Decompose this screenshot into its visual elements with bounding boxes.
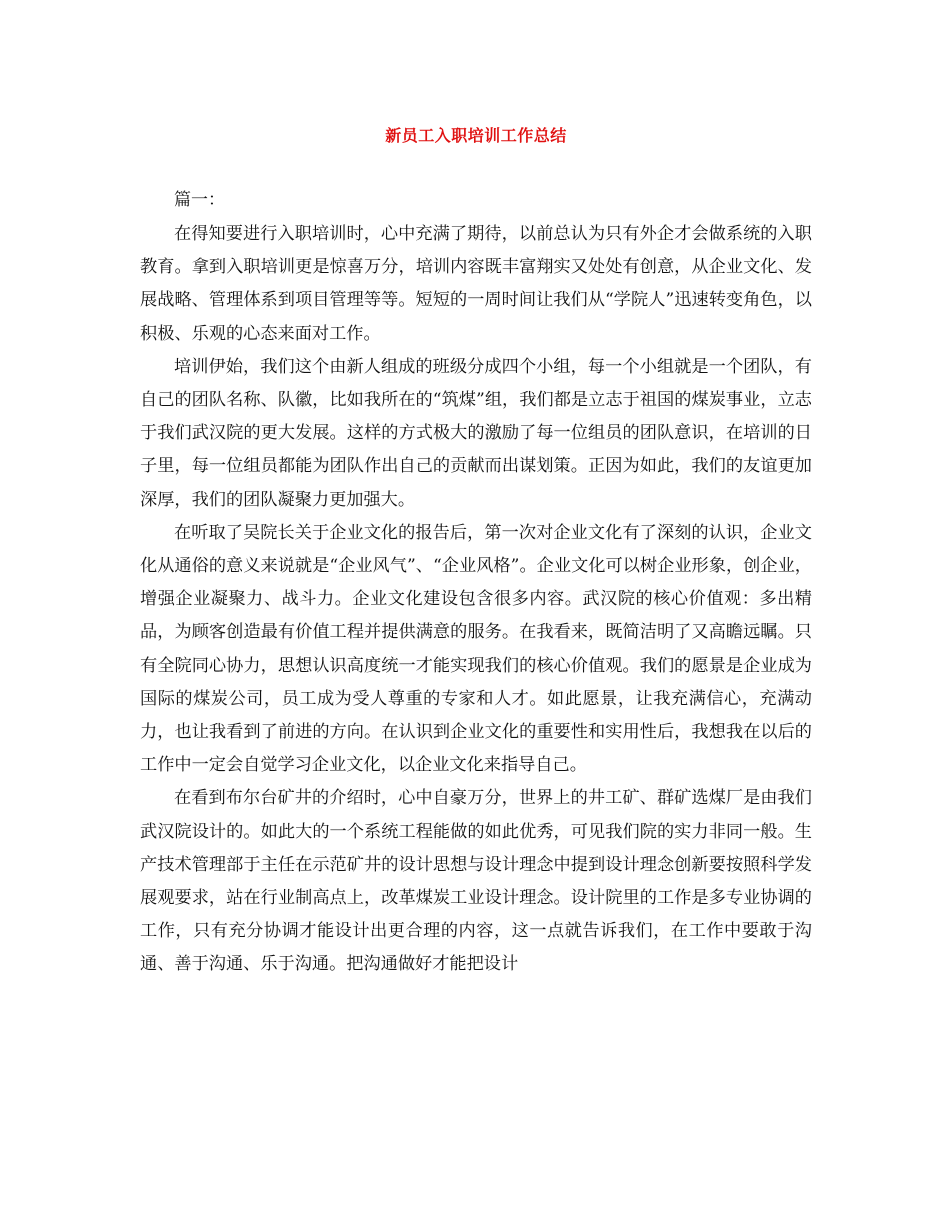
paragraph-3: 在听取了吴院长关于企业文化的报告后，第一次对企业文化有了深刻的认识，企业文化从通俗的意义来说就是“企业风气”、“企业风格”。企业文化可以树企业形象，创企业，增强企业凝聚力、战斗力。企业文化建设包含很多内容。武汉院的核心价值观：多出精品，为顾客创造最有价值工程并提供满意的服务。在我看来，既简洁明了又高瞻远瞩。只有全院同心协力，思想认识高度统一才能实现我们的核心价值观。我们的愿景是企业成为国际的煤炭公司，员工成为受人尊重的专家和人才。如此愿景，让我充满信心，充满动力，也让我看到了前进的方向。在认识到企业文化的重要性和实用性后，我想我在以后的工作中一定会自觉学习企业文化，以企业文化来指导自己。 [140, 522, 812, 776]
paragraph-4: 在看到布尔台矿井的介绍时，心中自豪万分，世界上的井工矿、群矿选煤厂是由我们武汉院设计的。如此大的一个系统工程能做的如此优秀，可见我们院的实力非同一般。生产技术管理部于主任在示范矿井的设计思想与设计理念中提到设计理念创新要按照科学发展观要求，站在行业制高点上，改革煤炭工业设计理念。设计院里的工作是多专业协调的工作，只有充分协调才能设计出更合理的内容，这一点就告诉我们，在工作中要敢于沟通、善于沟通、乐于沟通。把沟通做好才能把设计 [140, 788, 812, 975]
paragraph-2: 培训伊始，我们这个由新人组成的班级分成四个小组，每一个小组就是一个团队，有自己的团队名称、队徽，比如我所在的“筑煤”组，我们都是立志于祖国的煤炭事业，立志于我们武汉院的更大发展。这样的方式极大的激励了每一位组员的团队意识，在培训的日子里，每一位组员都能为团队作出自己的贡献而出谋划策。正因为如此，我们的友谊更加深厚，我们的团队凝聚力更加强大。 [140, 356, 812, 510]
section-label: 篇一： [174, 190, 225, 210]
document-page [140, 118, 812, 982]
document-title: 新员工入职培训工作总结 [385, 126, 567, 145]
paragraph-1: 在得知要进行入职培训时，心中充满了期待，以前总认为只有外企才会做系统的入职教育。拿到入职培训更是惊喜万分，培训内容既丰富翔实又处处有创意，从企业文化、发展战略、管理体系到项目管理等等。短短的一周时间让我们从“学院人”迅速转变角色，以积极、乐观的心态来面对工作。 [140, 224, 812, 344]
